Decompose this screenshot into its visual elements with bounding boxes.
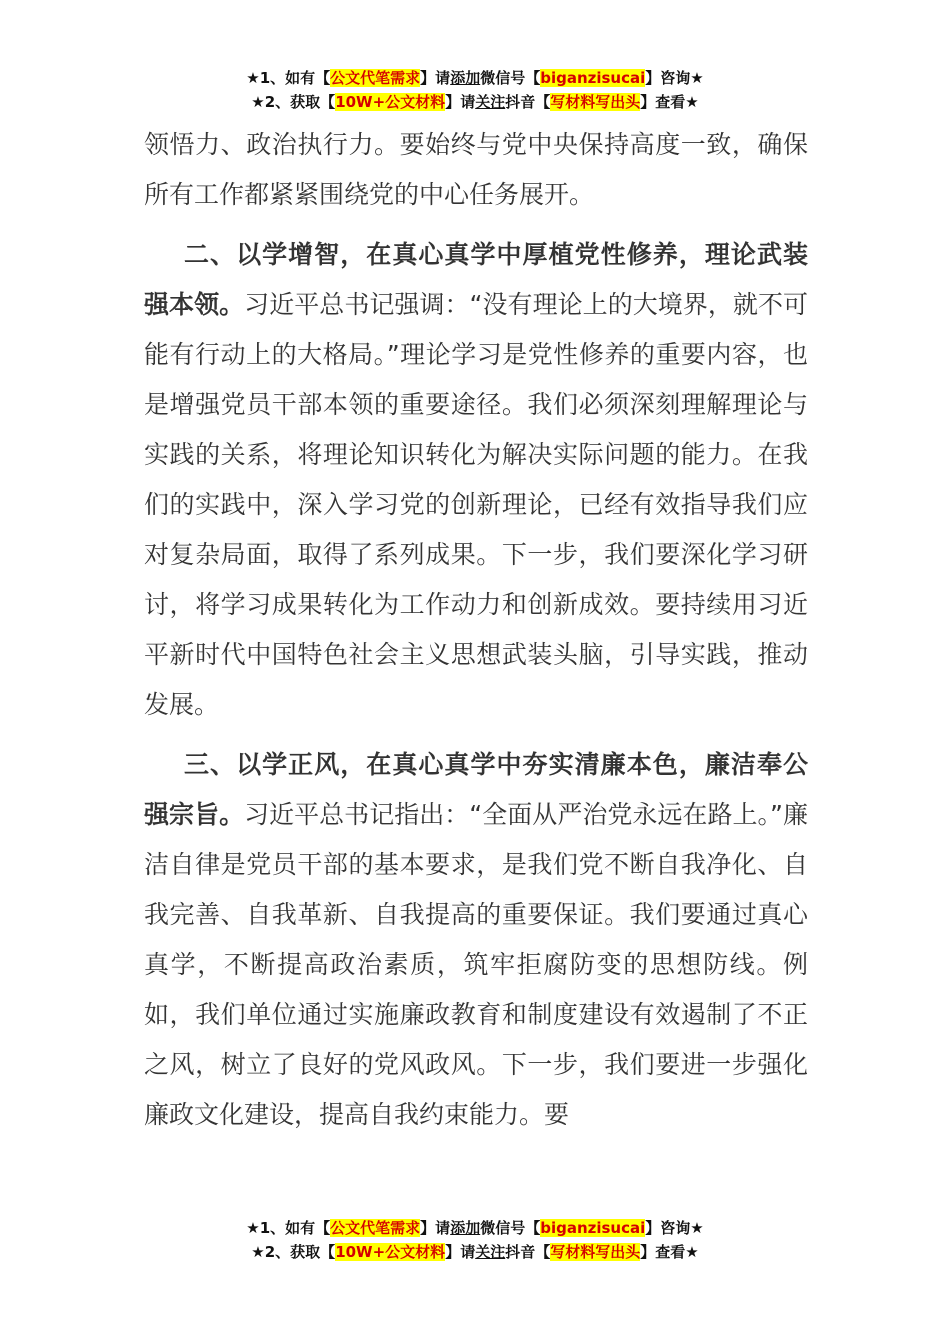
document-body	[144, 120, 808, 1140]
footer-line-1	[0, 1216, 950, 1240]
banner-text: ★1、如有【	[246, 1219, 331, 1237]
banner-text: ★1、如有【	[246, 69, 331, 87]
banner-text: 】咨询★	[645, 1219, 704, 1237]
banner-text: 】请	[445, 93, 476, 111]
banner-highlight: 10W+公文材料	[335, 93, 446, 111]
banner-text: 】请	[420, 69, 451, 87]
header-banner	[0, 66, 950, 114]
banner-text: 抖音【	[505, 1243, 551, 1261]
banner-text: 】查看★	[640, 1243, 699, 1261]
banner-highlight: 公文代笔需求	[330, 1219, 421, 1237]
header-line-1	[0, 66, 950, 90]
section-heading-2: 二、以学增智，在真心真学中厚植党性修养，理论武装强本领。	[144, 240, 808, 319]
banner-underline: 添加	[450, 69, 481, 87]
section-body-2: 习近平总书记强调：“没有理论上的大境界，就不可能有行动上的大格局。”理论学习是党性修养的重要内容，也是增强党员干部本领的重要途径。我们必须深刻理解理论与实践的关系，将理论知识转化为解决实际问题的能力。在我们的实践中，深入学习党的创新理论，已经有效指导我们应对复杂局面，取得了系列成果。下一步，我们要深化学习研讨，将学习成果转化为工作动力和创新成效。要持续用习近平新时代中国特色社会主义思想武装头脑，引导实践，推动发展。	[144, 290, 808, 719]
banner-highlight: 公文代笔需求	[330, 69, 421, 87]
banner-underline: 添加	[450, 1219, 481, 1237]
footer-line-2	[0, 1240, 950, 1264]
banner-text: 】请	[445, 1243, 476, 1261]
banner-text: 】请	[420, 1219, 451, 1237]
banner-wechat-id: biganzisucai	[540, 69, 646, 87]
paragraph-section-3	[144, 740, 808, 1140]
banner-text: ★2、获取【	[251, 1243, 336, 1261]
banner-underline: 关注	[475, 93, 506, 111]
paragraph-section-2	[144, 230, 808, 730]
banner-douyin-id: 写材料写出头	[550, 93, 641, 111]
banner-text: 】查看★	[640, 93, 699, 111]
section-body-3: 习近平总书记指出：“全面从严治党永远在路上。”廉洁自律是党员干部的基本要求，是我们党不断自我净化、自我完善、自我革新、自我提高的重要保证。我们要通过真心真学，不断提高政治素质，筑牢拒腐防变的思想防线。例如，我们单位通过实施廉政教育和制度建设有效遏制了不正之风，树立了良好的党风政风。下一步，我们要进一步强化廉政文化建设，提高自我约束能力。要	[144, 800, 808, 1129]
footer-banner	[0, 1216, 950, 1264]
banner-text: ★2、获取【	[251, 93, 336, 111]
banner-underline: 关注	[475, 1243, 506, 1261]
banner-text: 抖音【	[505, 93, 551, 111]
banner-text: 】咨询★	[645, 69, 704, 87]
banner-douyin-id: 写材料写出头	[550, 1243, 641, 1261]
banner-wechat-id: biganzisucai	[540, 1219, 646, 1237]
banner-highlight: 10W+公文材料	[335, 1243, 446, 1261]
banner-text: 微信号【	[480, 69, 541, 87]
header-line-2	[0, 90, 950, 114]
banner-text: 微信号【	[480, 1219, 541, 1237]
section-heading-3: 三、以学正风，在真心真学中夯实清廉本色，廉洁奉公强宗旨。	[144, 750, 808, 829]
paragraph-continuation: 领悟力、政治执行力。要始终与党中央保持高度一致，确保所有工作都紧紧围绕党的中心任务展开。	[144, 130, 808, 209]
